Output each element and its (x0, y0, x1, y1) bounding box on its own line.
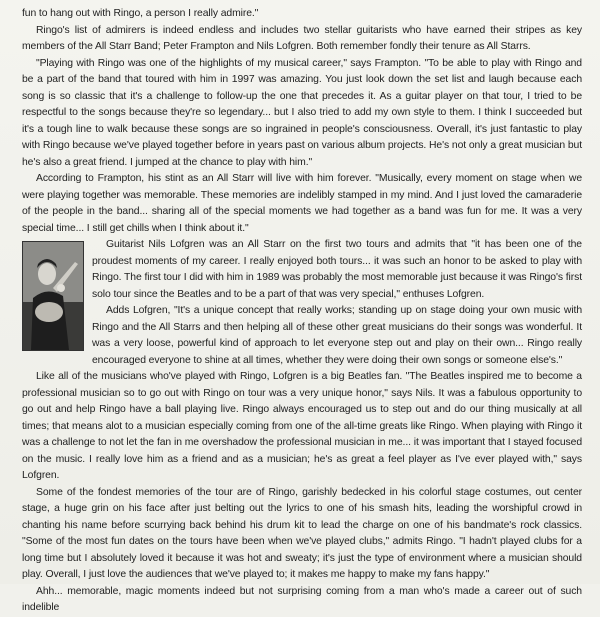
paragraph: Ahh... memorable, magic moments indeed but not surprising coming from a man who's made a career out of such indelible (22, 585, 582, 613)
paragraph: "Playing with Ringo was one of the highlights of my musical career," says Frampton. "To be able to play with Ringo and be a part of the band that toured with him in 1997 was amazing. You just look down the set list and laugh because each song is so classic that it's a challenge to follow-up the one that precedes it. As a guitar player on that tour, I tried to be respectful to the songs because they're so legendary... but I also tried to add my own style to them. I think I succeeded but it's a tough line to walk because these songs are so ingrained in people's consciousness. Overall, it's just fantastic to play with Ringo because we've played together before in years past on various album projects. He's not only a great musician but he's also a great friend. I jumped at the chance to play with him." (22, 57, 582, 168)
paragraph: fun to hang out with Ringo, a person I really admire." (22, 8, 259, 19)
paragraph: Some of the fondest memories of the tour are of Ringo, garishly bedecked in his colorful stage costumes, out center stage, a huge grin on his face after just belting out the lyrics to one of his smash hits, leading the worshipful crowd in chanting his name before scurrying back behind his drum kit to lead the charge on one of his bandmate's rock classics. "Some of the most fun dates on the tours have been when we've played clubs," admits Ringo. "I hadn't played clubs for a long time but I absolutely loved it because it was hot and sweaty; it's just the type of environment where a musician should play. Overall, I just love the audiences that we've played to; it makes me happy to make my fans happy." (22, 486, 582, 580)
paragraph: According to Frampton, his stint as an All Starr will live with him forever. "Musically, every moment on stage when we were playing together was memorable. These memories are indelibly stamped in my mind. And I just loved the camaraderie of the people in the band... sharing all of the special moments we had together as a band was fun for me. It was a very special time... I still get chills when I think about it." (22, 173, 582, 234)
paragraph: Guitarist Nils Lofgren was an All Starr on the first two tours and admits that "it has been one of the proudest moments of my career. I really enjoyed both tours... it was such an honor to be asked to play with Ringo. The first tour I did with him in 1989 was probably the most memorable just because it was Ringo's first solo tour since the Beatles and to be a part of that was very special," enthuses Lofgren. (92, 239, 582, 300)
article-body (22, 6, 582, 617)
paragraph: Ringo's list of admirers is indeed endless and includes two stellar guitarists who have earned their stripes as key members of the All Starr Band; Peter Frampton and Nils Lofgren. Both remember fondly their tenure as All Starrs. (22, 24, 582, 52)
paragraph: Like all of the musicians who've played with Ringo, Lofgren is a big Beatles fan. "The Beatles inspired me to become a professional musician so to go out with Ringo on tour was a very unique honor," says Nils. It was a fabulous opportunity to go out and help Ringo have a ball playing live. Ringo always encouraged us to step out and do our thing musically at all times; that means alot to a musician especially coming from one of the all-time greats like Ringo. When playing with Ringo it was a challenge to not let the fan in me overshadow the professional musician in me... it was important that I stayed focused on the music. I really love him as a friend and as a musician; he's as great a feel player as I've ever played with," says Lofgren. (22, 371, 582, 481)
paragraph: Adds Lofgren, "It's a unique concept that really works; standing up on stage doing your own music with Ringo and the All Starrs and then helping all of these other great musicians do their songs was wonderful. It was a very loose, powerful kind of approach to let everyone step out and play on their own... Ringo really encouraged everyone to shine at all times, whether they were doing their own songs or someone else's." (92, 305, 582, 366)
guitarist-photo-icon (23, 242, 83, 350)
lofgren-photo (22, 241, 84, 351)
